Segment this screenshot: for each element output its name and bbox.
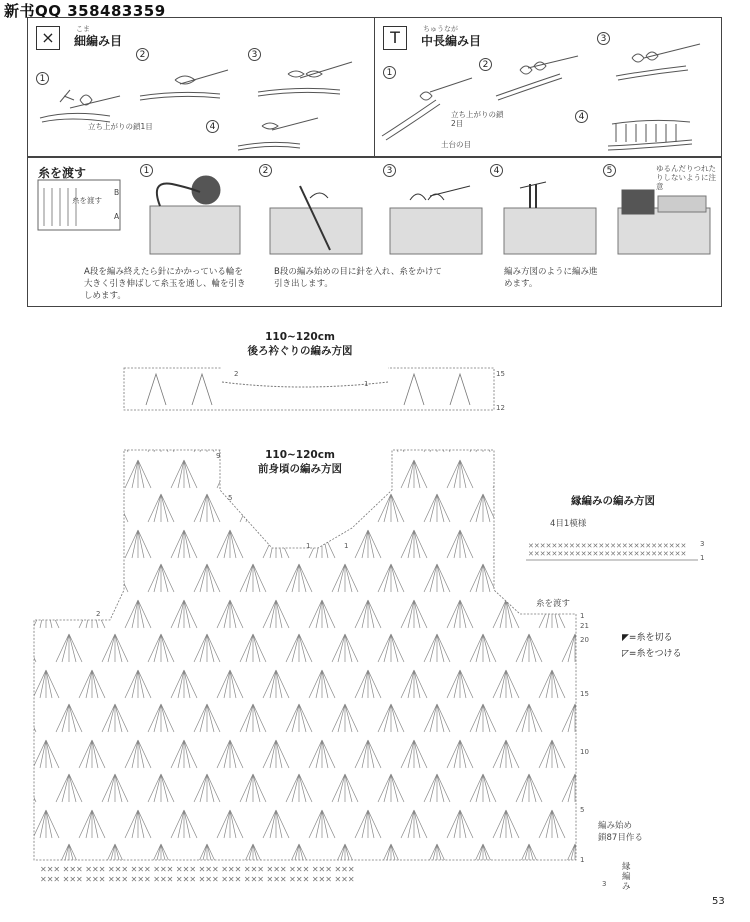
sc-note: 立ち上がりの鎖1目	[88, 122, 153, 131]
legend-cut-symbol: ◤	[622, 633, 629, 643]
front-yarn-label: 糸を渡す	[536, 599, 571, 609]
edging-title: 縁編みの編み方図	[571, 495, 655, 507]
yarn-title: 糸を渡す	[38, 166, 87, 180]
back-row-12: 12	[496, 404, 505, 412]
front-title-1: 110~120cm	[265, 449, 335, 461]
front-row-5a: 5	[228, 494, 233, 502]
hdc-step-2: 2	[479, 58, 492, 71]
front-row-3: 3	[602, 880, 607, 888]
front-title-2: 前身頃の編み方図	[258, 463, 342, 475]
sc-ruby: こま	[76, 25, 90, 33]
yarn-inset-label-1: 糸を渡す	[72, 196, 102, 205]
front-row-1c: 1	[580, 856, 585, 864]
hdc-note-2: 土台の目	[441, 140, 471, 149]
front-row-20: 20	[580, 636, 589, 644]
edging-row-1: 1	[700, 554, 705, 562]
front-row-1b: 1	[580, 612, 585, 620]
legend-cut	[622, 630, 672, 643]
yarn-text-1: A段を編み終えたら針にかかっている輪を大きく引き伸ばして糸玉を通し、輪を引きしめます。	[84, 267, 246, 301]
back-title-2: 後ろ衿ぐりの編み方図	[247, 345, 353, 357]
sc-step-2: 2	[136, 48, 149, 61]
sc-step-3: 3	[248, 48, 261, 61]
front-row-21: 21	[580, 622, 589, 630]
edging-repeat-label: 4目1模様	[550, 519, 587, 529]
front-edge-label: 縁編み	[622, 862, 631, 892]
header-text: 新书QQ 358483359	[4, 2, 166, 20]
svg-text:✕✕✕ ✕✕✕ ✕✕✕ ✕✕✕ ✕✕✕ ✕✕✕ ✕✕✕ ✕✕: ✕✕✕ ✕✕✕ ✕✕✕ ✕✕✕ ✕✕✕ ✕✕✕ ✕✕✕ ✕✕✕ ✕✕✕ ✕✕✕ ✕✕✕ ✕✕✕ ✕✕✕ ✕✕✕	[40, 875, 355, 884]
back-title-1: 110~120cm	[265, 331, 335, 343]
yarn-text-2: B段の編み始めの目に針を入れ、糸をかけて引き出します。	[274, 267, 442, 289]
yarn-inset-label-b: B	[114, 188, 120, 197]
back-row-15: 15	[496, 370, 505, 378]
legend-attach-text: =糸をつける	[628, 649, 682, 659]
yarn-step5-note: ゆるんだりつれたりしないように注意	[656, 164, 716, 191]
yarn-step-4: 4	[490, 164, 503, 177]
back-mark-1: 1	[364, 380, 369, 388]
hdc-ruby: ちゅうなが	[423, 25, 458, 33]
sc-title: 細編み目	[74, 34, 123, 48]
hdc-step-3: 3	[597, 32, 610, 45]
hdc-title: 中長編み目	[421, 34, 482, 48]
sc-step-4: 4	[206, 120, 219, 133]
yarn-step-5: 5	[603, 164, 616, 177]
front-row-10: 10	[580, 748, 589, 756]
front-chain-label: 鎖87目作る	[598, 833, 643, 843]
svg-text:✕✕✕✕✕✕✕✕✕✕✕✕✕✕✕✕✕✕✕✕✕✕✕✕✕✕✕: ✕✕✕✕✕✕✕✕✕✕✕✕✕✕✕✕✕✕✕✕✕✕✕✕✕✕✕	[528, 550, 687, 558]
page-number: 53	[712, 896, 725, 907]
hdc-symbol: T	[383, 26, 407, 50]
front-row-9a: 9	[216, 452, 221, 460]
yarn-inset-label-a: A	[114, 212, 120, 221]
yarn-step-3: 3	[383, 164, 396, 177]
hdc-note-1: 立ち上がりの鎖2目	[451, 110, 504, 128]
yarn-step-2: 2	[259, 164, 272, 177]
legend-attach-symbol: ◸	[622, 649, 629, 659]
front-row-1a: 1	[306, 542, 311, 550]
hdc-step-4: 4	[575, 110, 588, 123]
yarn-text-3: 編み方図のように編み進めます。	[504, 267, 598, 289]
yarn-step-1: 1	[140, 164, 153, 177]
back-mark-2: 2	[234, 370, 239, 378]
sc-step-1: 1	[36, 72, 49, 85]
svg-text:✕✕✕ ✕✕✕ ✕✕✕ ✕✕✕ ✕✕✕ ✕✕✕ ✕✕✕ ✕✕: ✕✕✕ ✕✕✕ ✕✕✕ ✕✕✕ ✕✕✕ ✕✕✕ ✕✕✕ ✕✕✕ ✕✕✕ ✕✕✕ ✕✕✕ ✕✕✕ ✕✕✕ ✕✕✕	[40, 865, 355, 874]
sc-symbol: ×	[36, 26, 60, 50]
legend-attach	[622, 646, 681, 659]
front-mark-1: 1	[344, 542, 349, 550]
front-row-5b: 5	[580, 806, 585, 814]
legend-cut-text: =糸を切る	[628, 633, 673, 643]
hdc-step-1: 1	[383, 66, 396, 79]
front-start-label: 編み始め	[598, 821, 633, 831]
svg-text:✕✕✕✕✕✕✕✕✕✕✕✕✕✕✕✕✕✕✕✕✕✕✕✕✕✕✕: ✕✕✕✕✕✕✕✕✕✕✕✕✕✕✕✕✕✕✕✕✕✕✕✕✕✕✕	[528, 542, 687, 550]
front-row-15: 15	[580, 690, 589, 698]
front-mark-2: 2	[96, 610, 101, 618]
edging-row-3: 3	[700, 540, 705, 548]
